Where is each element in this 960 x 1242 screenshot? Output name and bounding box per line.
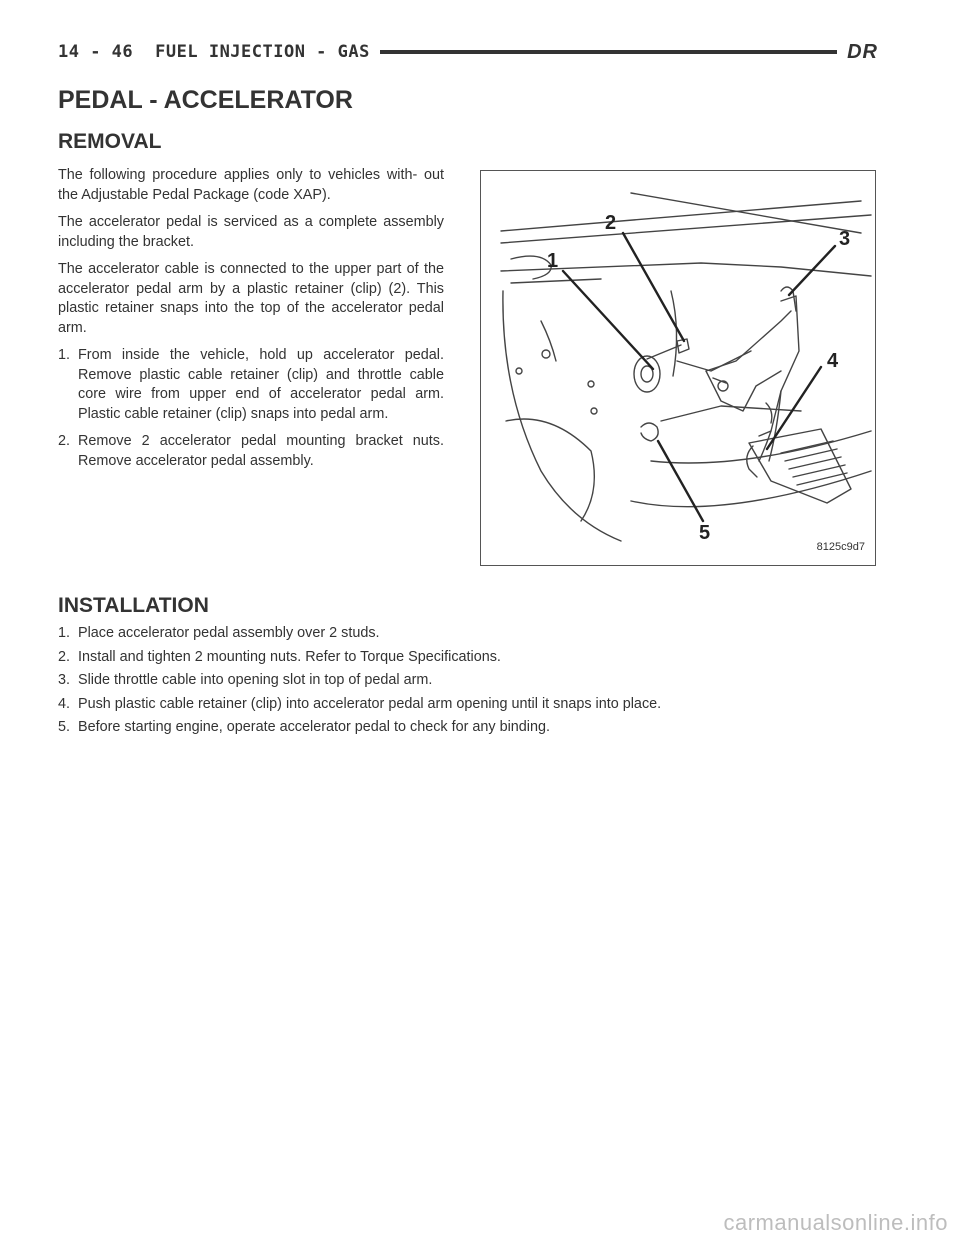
- removal-paragraph: The accelerator pedal is serviced as a complete assembly including the bracket.: [58, 214, 444, 250]
- step-text: Install and tighten 2 mounting nuts. Refer to Torque Specifications.: [78, 648, 501, 665]
- removal-heading: REMOVAL: [58, 130, 162, 153]
- removal-paragraph: The following procedure applies only to vehicles with- out the Adjustable Pedal Package (code XAP).: [58, 167, 444, 203]
- callout-1: 1: [547, 250, 559, 272]
- pedal-diagram: [481, 171, 877, 567]
- step-text: Remove 2 accelerator pedal mounting bracket nuts. Remove accelerator pedal assembly.: [78, 433, 444, 469]
- installation-step: [58, 648, 878, 668]
- step-number: 2.: [58, 433, 71, 449]
- page-title: PEDAL - ACCELERATOR: [58, 86, 353, 114]
- page-number: 14 - 46: [58, 42, 134, 62]
- step-number: 4.: [58, 695, 71, 712]
- step-text: Before starting engine, operate accelerator pedal to check for any binding.: [78, 719, 550, 735]
- step-text: Place accelerator pedal assembly over 2 studs.: [78, 625, 380, 641]
- removal-paragraph: The accelerator cable is connected to the upper part of the accelerator pedal arm by a plastic retainer (clip) (2). This plastic retainer snaps into the top of the accelerator pedal arm.: [58, 261, 444, 336]
- step-number: 5.: [58, 719, 71, 735]
- page-header: [58, 38, 878, 66]
- installation-heading: INSTALLATION: [58, 594, 209, 617]
- callout-5: 5: [699, 522, 711, 544]
- step-number: 3.: [58, 672, 71, 688]
- installation-step: [58, 695, 878, 715]
- callout-4: 4: [827, 350, 839, 372]
- installation-steps: [58, 624, 878, 742]
- installation-step: [58, 718, 878, 738]
- model-code: DR: [847, 40, 878, 63]
- removal-step: [58, 432, 444, 471]
- step-number: 1.: [58, 625, 71, 641]
- callout-2: 2: [605, 212, 617, 234]
- header-rule: [380, 50, 837, 54]
- section-title: FUEL INJECTION - GAS: [155, 42, 370, 62]
- removal-text: [58, 166, 444, 479]
- watermark: carmanualsonline.info: [723, 1210, 948, 1235]
- pedal-illustration: [480, 170, 876, 566]
- step-number: 1.: [58, 347, 71, 363]
- installation-step: [58, 624, 878, 644]
- installation-step: [58, 671, 878, 691]
- removal-step: [58, 346, 444, 424]
- step-number: 2.: [58, 648, 71, 665]
- figure-id: 8125c9d7: [816, 541, 865, 553]
- step-text: From inside the vehicle, hold up accelerator pedal. Remove plastic cable retainer (clip) and throttle cable core wire from upper end of accelerator pedal arm. Plastic cable retainer (clip) snaps into pedal arm.: [78, 347, 444, 422]
- step-text: Push plastic cable retainer (clip) into accelerator pedal arm opening until it snaps into place.: [78, 695, 662, 712]
- step-text: Slide throttle cable into opening slot in top of pedal arm.: [78, 672, 433, 688]
- callout-3: 3: [839, 228, 851, 250]
